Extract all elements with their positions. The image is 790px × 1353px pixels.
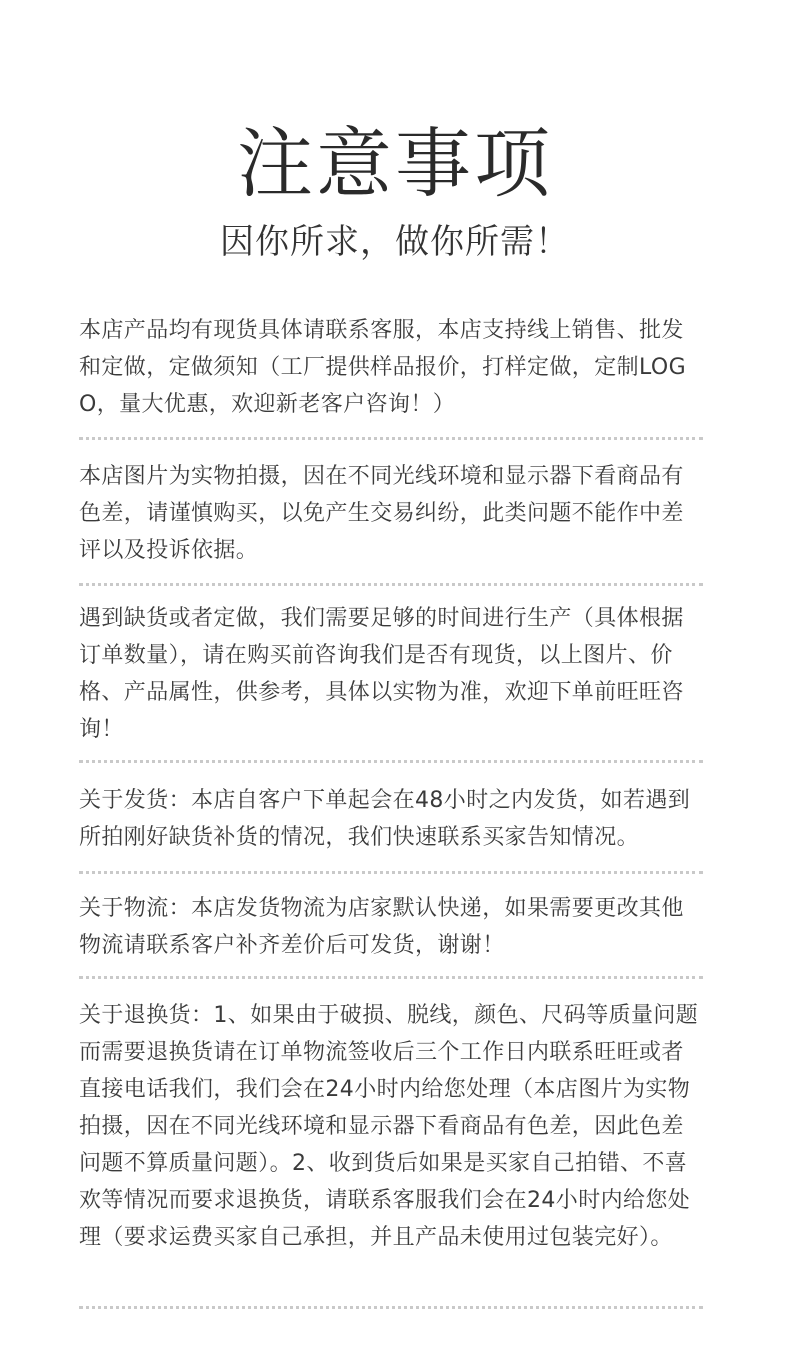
notice-color-difference: 本店图片为实物拍摄，因在不同光线环境和显示器下看商品有色差，请谨慎购买，以免产生交易纠纷，此类问题不能作中差评以及投诉依据。 (79, 464, 684, 563)
notice-divider (79, 437, 703, 440)
notice-shipping: 关于发货：本店自客户下单起会在48小时之内发货，如若遇到所拍刚好缺货补货的情况，我们快速联系买家告知情况。 (79, 788, 691, 850)
notice-divider (79, 1306, 703, 1309)
page-title: 注意事项 (237, 119, 553, 208)
notice-divider (79, 583, 703, 586)
notice-divider (79, 871, 703, 874)
notice-divider (79, 976, 703, 979)
notice-stock-and-customization: 本店产品均有现货具体请联系客服，本店支持线上销售、批发和定做，定做须知（工厂提供样品报价，打样定做，定制LOGO，量大优惠，欢迎新老客户咨询！） (79, 318, 687, 417)
page-subtitle: 因你所求，做你所需！ (220, 222, 570, 262)
notice-returns-and-exchanges: 关于退换货：1、如果由于破损、脱线，颜色、尺码等质量问题而需要退换货请在订单物流签收后三个工作日内联系旺旺或者直接电话我们，我们会在24小时内给您处理（本店图片为实物拍摄，因在不同光线环境和显示器下看商品有色差，因此色差问题不算质量问题）。2、收到货后如果是买家自己拍错、不喜欢等情况而要求退换货，请联系客服我们会在24小时内给您处理（要求运费买家自己承担，并且产品未使用过包装完好）。 (79, 1003, 699, 1250)
notice-divider (79, 760, 703, 763)
notice-logistics: 关于物流：本店发货物流为店家默认快递，如果需要更改其他物流请联系客户补齐差价后可发货，谢谢！ (79, 896, 684, 958)
notice-out-of-stock-production: 遇到缺货或者定做，我们需要足够的时间进行生产（具体根据订单数量），请在购买前咨询我们是否有现货，以上图片、价格、产品属性，供参考，具体以实物为准，欢迎下单前旺旺咨询！ (79, 606, 684, 742)
